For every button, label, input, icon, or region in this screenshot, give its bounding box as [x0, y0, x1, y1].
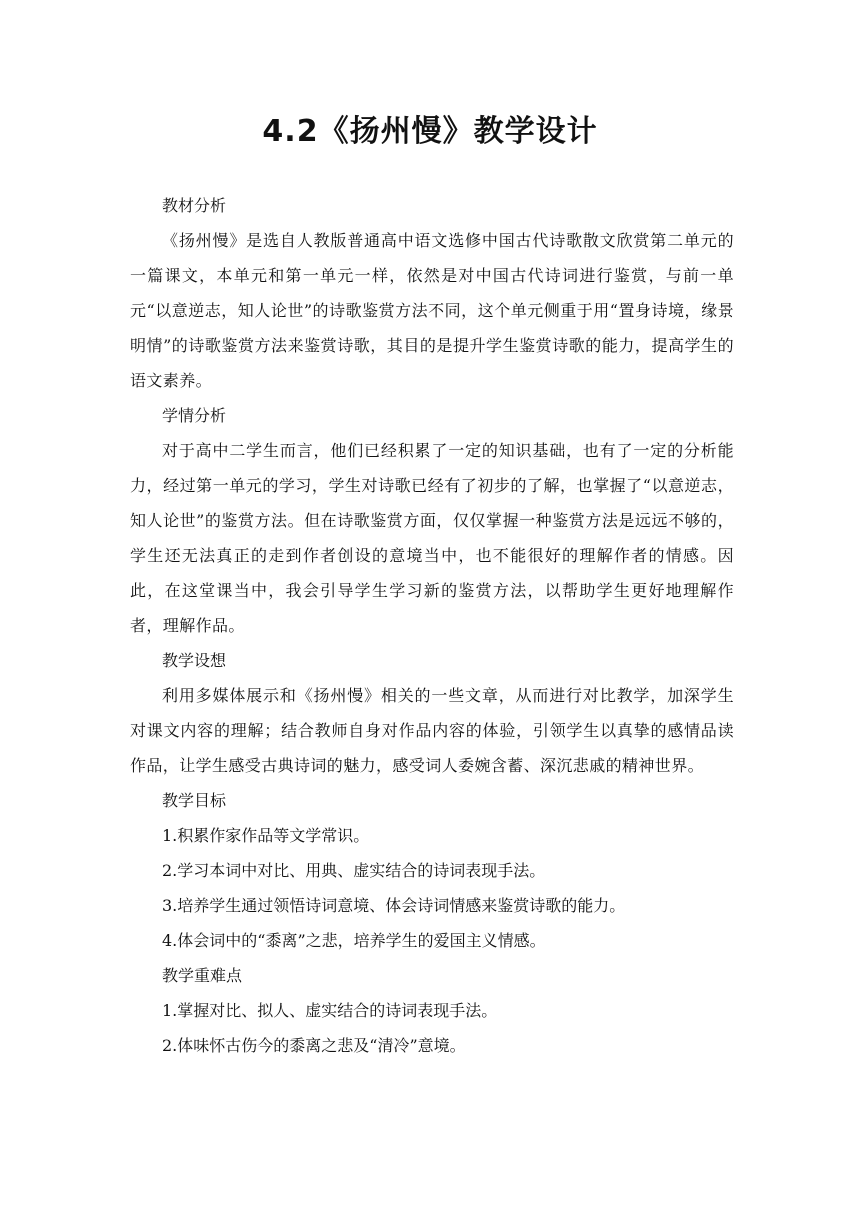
key-point-item: 1.掌握对比、拟人、虚实结合的诗词表现手法。 [162, 1001, 498, 1020]
objective-item: 1.积累作家作品等文学常识。 [162, 826, 370, 845]
document-title: 4.2《扬州慢》教学设计 [262, 114, 598, 149]
objective-item: 4.体会词中的“黍离”之悲，培养学生的爱国主义情感。 [162, 931, 546, 950]
objective-item: 3.培养学生通过领悟诗词意境、体会诗词情感来鉴赏诗歌的能力。 [162, 896, 626, 915]
objective-item: 2.学习本词中对比、用典、虚实结合的诗词表现手法。 [162, 861, 546, 880]
document-body [130, 188, 734, 1063]
section-heading-student-analysis: 学情分析 [162, 406, 227, 425]
section-heading-textbook-analysis: 教材分析 [162, 196, 227, 215]
section-paragraph-teaching-idea: 利用多媒体展示和《扬州慢》相关的一些文章，从而进行对比教学，加深学生对课文内容的理解；结合教师自身对作品内容的体验，引领学生以真挚的感情品读作品，让学生感受古典诗词的魅力，感受词人委婉含蓄、深沉悲戚的精神世界。 [130, 686, 734, 775]
section-paragraph-textbook-analysis: 《扬州慢》是选自人教版普通高中语文选修中国古代诗歌散文欣赏第二单元的一篇课文，本单元和第一单元一样，依然是对中国古代诗词进行鉴赏，与前一单元“以意逆志，知人论世”的诗歌鉴赏方法不同，这个单元侧重于用“置身诗境，缘景明情”的诗歌鉴赏方法来鉴赏诗歌，其目的是提升学生鉴赏诗歌的能力，提高学生的语文素养。 [130, 231, 734, 390]
key-points-heading: 教学重难点 [162, 966, 243, 985]
section-heading-teaching-idea: 教学设想 [162, 651, 227, 670]
objectives-heading: 教学目标 [162, 791, 227, 810]
key-point-item: 2.体味怀古伤今的黍离之悲及“清冷”意境。 [162, 1036, 466, 1055]
section-paragraph-student-analysis: 对于高中二学生而言，他们已经积累了一定的知识基础，也有了一定的分析能力，经过第一单元的学习，学生对诗歌已经有了初步的了解，也掌握了“以意逆志，知人论世”的鉴赏方法。但在诗歌鉴赏方面，仅仅掌握一种鉴赏方法是远远不够的，学生还无法真正的走到作者创设的意境当中，也不能很好的理解作者的情感。因此，在这堂课当中，我会引导学生学习新的鉴赏方法，以帮助学生更好地理解作者，理解作品。 [130, 441, 734, 635]
